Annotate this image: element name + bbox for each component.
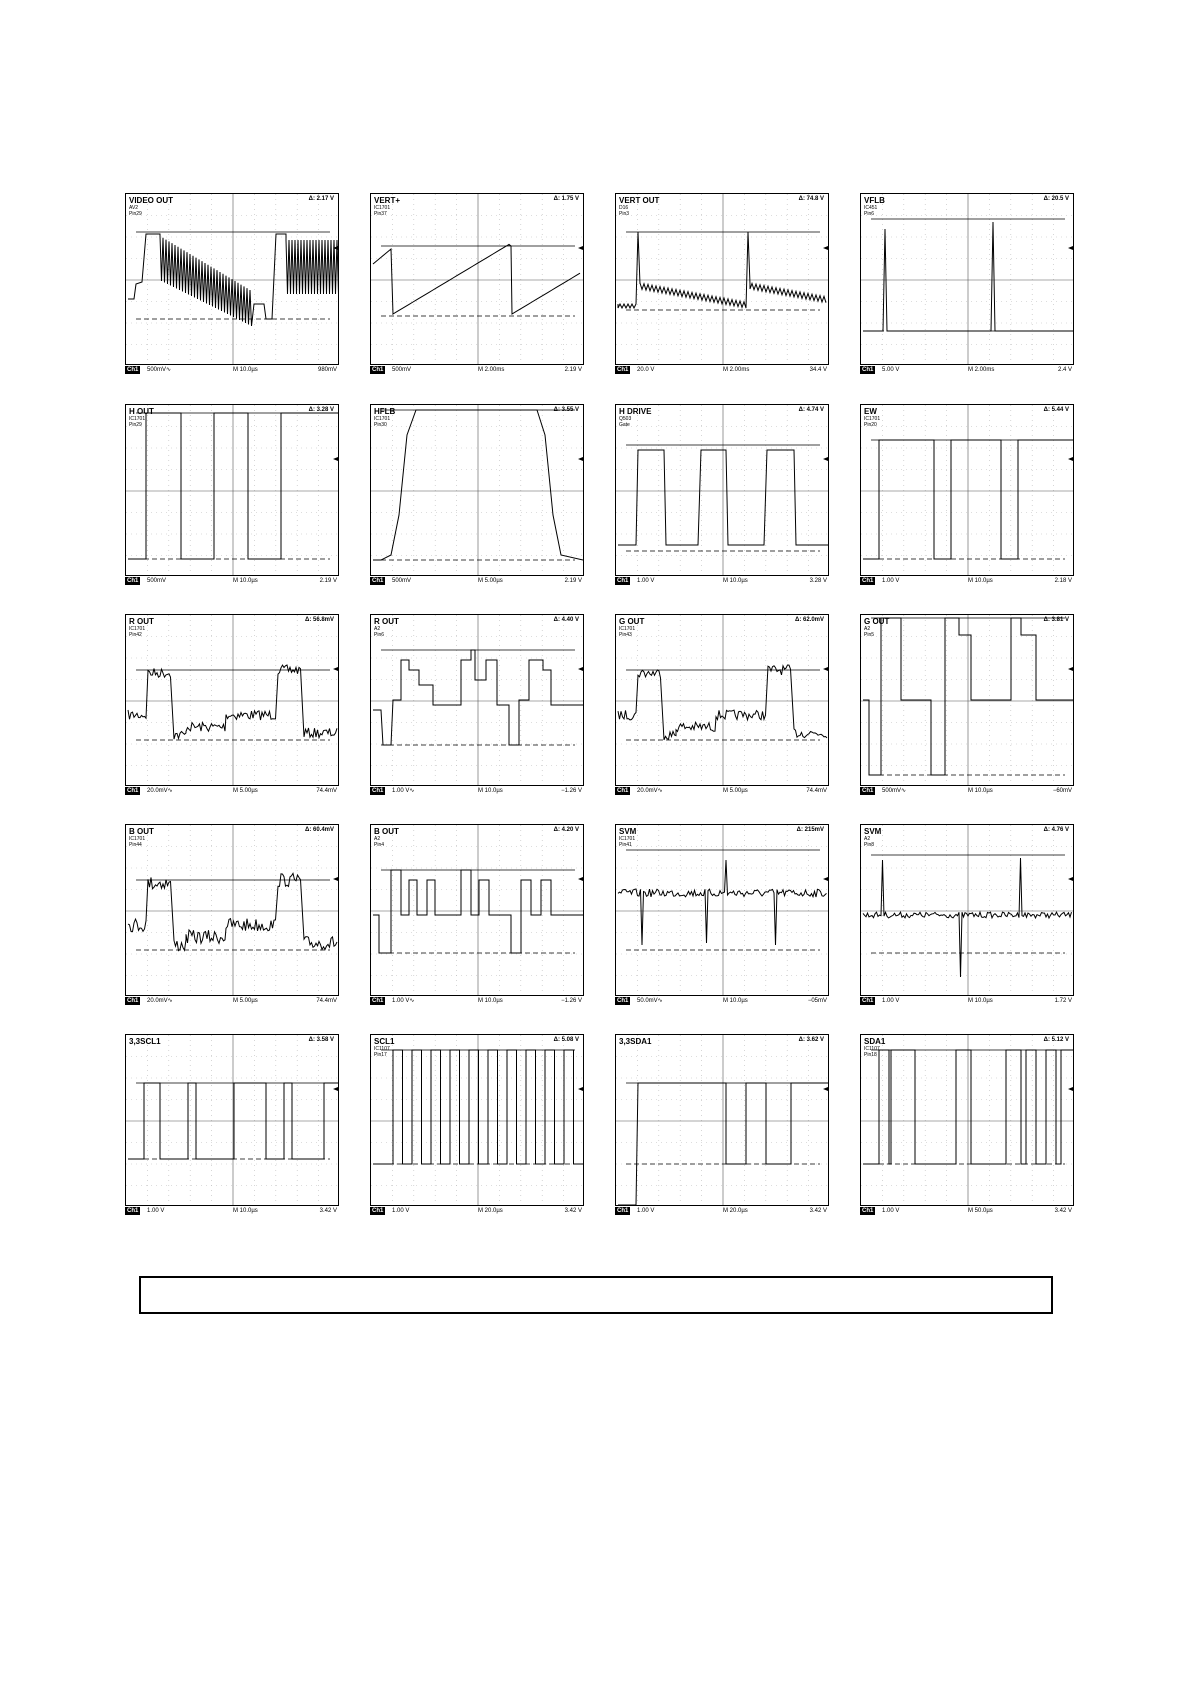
scope-graticule (861, 194, 1074, 365)
scope-graticule (126, 405, 339, 576)
channel-badge: Ch1 (127, 578, 139, 584)
scope-panel (370, 824, 584, 1007)
scope-graticule (861, 825, 1074, 996)
scope-footer (615, 787, 829, 797)
volts-per-div: 500mV (392, 578, 412, 584)
time-per-div: M 5.00µs (233, 788, 258, 794)
scope-graticule (126, 825, 339, 996)
scope-screen (860, 614, 1074, 786)
time-per-div: M 2.00ms (478, 367, 505, 373)
trace-pin: Pin29 (129, 422, 142, 428)
trace-pin: Gate (619, 422, 630, 428)
channel-badge: Ch1 (862, 1208, 874, 1214)
time-per-div: M 10.0µs (233, 578, 258, 584)
scope-screen (860, 1034, 1074, 1206)
volts-per-div: 1.00 V (882, 998, 900, 1004)
channel-badge: Ch1 (127, 998, 139, 1004)
trace-pin: Pin43 (619, 632, 632, 638)
delta-readout: Δ: 3.81 V (1043, 617, 1069, 623)
trace-title: VERT OUT (619, 196, 660, 205)
trigger-level: 74.4mV (316, 998, 337, 1004)
trace-pin: Pin20 (864, 422, 877, 428)
waveform-trace (128, 873, 337, 950)
trace-pin: Pin18 (864, 1052, 877, 1058)
channel-badge: Ch1 (617, 367, 629, 373)
channel-badge: Ch1 (862, 367, 874, 373)
trigger-level: 74.4mV (806, 788, 827, 794)
delta-readout: Δ: 5.08 V (553, 1037, 579, 1043)
scope-graticule (616, 194, 829, 365)
time-per-div: M 10.0µs (233, 1208, 258, 1214)
channel-badge: Ch1 (617, 1208, 629, 1214)
delta-readout: Δ: 3.58 V (308, 1037, 334, 1043)
scope-graticule (616, 615, 829, 786)
delta-readout: Δ: 4.76 V (1043, 827, 1069, 833)
volts-per-div: 50.0mV∿ (637, 998, 663, 1004)
scope-graticule (126, 194, 339, 365)
trigger-arrow-icon (823, 457, 828, 461)
scope-graticule (371, 194, 584, 365)
trace-title: HFLB (374, 407, 396, 416)
waveform-trace (863, 858, 1072, 977)
time-per-div: M 10.0µs (968, 788, 993, 794)
delta-readout: Δ: 62.0mV (795, 617, 824, 623)
trigger-level: 3.28 V (809, 578, 827, 584)
volts-per-div: 500mV∿ (147, 367, 172, 373)
trigger-arrow-icon (1068, 457, 1073, 461)
trace-component: IC1701 (129, 626, 146, 632)
delta-readout: Δ: 4.40 V (553, 617, 579, 623)
scope-footer (370, 997, 584, 1007)
channel-badge: Ch1 (127, 367, 139, 373)
trace-pin: Pin17 (374, 1052, 387, 1058)
scope-footer (370, 577, 584, 587)
trace-title: EW (864, 407, 877, 416)
scope-footer (125, 997, 339, 1007)
time-per-div: M 10.0µs (723, 998, 748, 1004)
scope-panel (370, 193, 584, 376)
trace-title: R OUT (374, 617, 399, 626)
scope-graticule (371, 405, 584, 576)
trace-title: SDA1 (864, 1037, 886, 1046)
trace-component: A2 (374, 836, 381, 842)
trace-component: Q503 (619, 416, 632, 422)
delta-readout: Δ: 3.62 V (798, 1037, 824, 1043)
trigger-level: 3.42 V (564, 1208, 582, 1214)
trace-title: G OUT (864, 617, 890, 626)
trace-title: H DRIVE (619, 407, 652, 416)
trace-title: B OUT (129, 827, 154, 836)
scope-footer (615, 366, 829, 376)
scope-graticule (126, 615, 339, 786)
waveform-trace (128, 665, 337, 739)
scope-footer (615, 997, 829, 1007)
scope-graticule (371, 1035, 584, 1206)
trace-title: B OUT (374, 827, 399, 836)
scope-screen (860, 193, 1074, 365)
scope-panel (370, 614, 584, 797)
trigger-level: −1.26 V (561, 788, 582, 794)
trace-title: VERT+ (374, 196, 401, 205)
trace-component: IC1701 (864, 416, 881, 422)
trace-pin: Pin37 (374, 211, 387, 217)
time-per-div: M 10.0µs (478, 788, 503, 794)
scope-footer (860, 366, 1074, 376)
scope-footer (615, 1207, 829, 1217)
channel-badge: Ch1 (372, 998, 384, 1004)
scope-panel (125, 404, 339, 587)
trigger-level: 3.42 V (809, 1208, 827, 1214)
trigger-arrow-icon (333, 1087, 338, 1091)
trigger-arrow-icon (333, 667, 338, 671)
trace-component: IC1701 (129, 416, 146, 422)
volts-per-div: 20.0 V (637, 367, 655, 373)
trace-title: SVM (619, 827, 637, 836)
delta-readout: Δ: 5.12 V (1043, 1037, 1069, 1043)
scope-screen (615, 193, 829, 365)
time-per-div: M 5.00µs (478, 578, 503, 584)
scope-footer (125, 787, 339, 797)
scope-screen (125, 404, 339, 576)
scope-screen (615, 404, 829, 576)
scope-footer (125, 577, 339, 587)
trigger-level: −05mV (807, 998, 827, 1004)
scope-screen (615, 614, 829, 786)
trace-component: IC1701 (619, 836, 636, 842)
scope-screen (615, 1034, 829, 1206)
scope-panel (615, 824, 829, 1007)
volts-per-div: 20.0mV∿ (637, 788, 663, 794)
time-per-div: M 5.00µs (233, 998, 258, 1004)
trace-component: IC1701 (619, 626, 636, 632)
trace-pin: Pin6 (374, 632, 385, 638)
scope-footer (125, 366, 339, 376)
scope-graticule (126, 1035, 339, 1206)
delta-readout: Δ: 2.17 V (308, 196, 334, 202)
trigger-arrow-icon (823, 246, 828, 250)
caption-box (139, 1276, 1053, 1314)
trigger-level: −60mV (1052, 788, 1072, 794)
delta-readout: Δ: 1.75 V (553, 196, 579, 202)
scope-panel (125, 614, 339, 797)
trigger-level: 74.4mV (316, 788, 337, 794)
trace-component: IC1701 (374, 416, 391, 422)
delta-readout: Δ: 56.8mV (305, 617, 334, 623)
waveform-trace (618, 232, 826, 308)
trigger-arrow-icon (823, 877, 828, 881)
scope-screen (860, 404, 1074, 576)
scope-footer (860, 577, 1074, 587)
scope-graticule (371, 825, 584, 996)
delta-readout: Δ: 3.28 V (308, 407, 334, 413)
scope-footer (370, 787, 584, 797)
trace-pin: Pin5 (864, 632, 875, 638)
channel-badge: Ch1 (617, 998, 629, 1004)
trigger-arrow-icon (333, 457, 338, 461)
volts-per-div: 1.00 V∿ (392, 788, 415, 794)
trace-pin: Pin4 (374, 842, 385, 848)
volts-per-div: 1.00 V (392, 1208, 410, 1214)
trigger-level: 2.19 V (564, 578, 582, 584)
channel-badge: Ch1 (372, 367, 384, 373)
trace-title: VIDEO OUT (129, 196, 174, 205)
volts-per-div: 1.00 V (637, 578, 655, 584)
scope-screen (615, 824, 829, 996)
trigger-arrow-icon (1068, 667, 1073, 671)
trace-pin: Pin29 (129, 211, 142, 217)
scope-panel (615, 193, 829, 376)
trigger-arrow-icon (578, 1087, 583, 1091)
trigger-arrow-icon (578, 877, 583, 881)
time-per-div: M 10.0µs (478, 998, 503, 1004)
trigger-arrow-icon (578, 246, 583, 250)
trace-component: IC1107 (374, 1046, 390, 1052)
trigger-arrow-icon (823, 667, 828, 671)
scope-panel (615, 404, 829, 587)
scope-panel (125, 824, 339, 1007)
scope-screen (370, 614, 584, 786)
trace-title: G OUT (619, 617, 645, 626)
volts-per-div: 1.00 V (147, 1208, 165, 1214)
scope-screen (125, 1034, 339, 1206)
scope-footer (370, 1207, 584, 1217)
delta-readout: Δ: 20.5 V (1043, 196, 1069, 202)
time-per-div: M 2.00ms (968, 367, 995, 373)
trace-pin: Pin42 (129, 632, 142, 638)
scope-screen (370, 404, 584, 576)
scope-panel (860, 193, 1074, 376)
trigger-arrow-icon (333, 877, 338, 881)
trace-component: A2 (864, 836, 871, 842)
trigger-arrow-icon (1068, 1087, 1073, 1091)
trace-pin: Pin6 (864, 211, 875, 217)
trace-title: SVM (864, 827, 882, 836)
scope-screen (860, 824, 1074, 996)
scope-panel (125, 193, 339, 376)
channel-badge: Ch1 (862, 788, 874, 794)
delta-readout: Δ: 4.74 V (798, 407, 824, 413)
channel-badge: Ch1 (617, 788, 629, 794)
trace-title: R OUT (129, 617, 154, 626)
scope-screen (125, 824, 339, 996)
time-per-div: M 10.0µs (968, 578, 993, 584)
time-per-div: M 5.00µs (723, 788, 748, 794)
volts-per-div: 1.00 V (637, 1208, 655, 1214)
scope-panel (370, 404, 584, 587)
scope-graticule (616, 405, 829, 576)
waveform-trace (373, 1050, 583, 1164)
trigger-arrow-icon (823, 1087, 828, 1091)
channel-badge: Ch1 (127, 788, 139, 794)
trigger-level: 3.42 V (319, 1208, 337, 1214)
scope-panel (860, 404, 1074, 587)
time-per-div: M 10.0µs (968, 998, 993, 1004)
trace-title: 3,3SCL1 (129, 1037, 161, 1046)
trigger-arrow-icon (578, 667, 583, 671)
volts-per-div: 20.0mV∿ (147, 788, 173, 794)
scope-graticule (861, 405, 1074, 576)
channel-badge: Ch1 (127, 1208, 139, 1214)
trigger-arrow-icon (1068, 877, 1073, 881)
scope-screen (370, 193, 584, 365)
time-per-div: M 20.0µs (723, 1208, 748, 1214)
trace-component: A2 (374, 626, 381, 632)
volts-per-div: 500mV∿ (882, 788, 907, 794)
volts-per-div: 5.00 V (882, 367, 900, 373)
scope-footer (370, 366, 584, 376)
scope-graticule (861, 1035, 1074, 1206)
trace-pin: Pin8 (864, 842, 875, 848)
scope-footer (860, 1207, 1074, 1217)
volts-per-div: 500mV (392, 367, 412, 373)
trace-pin: Pin30 (374, 422, 387, 428)
volts-per-div: 500mV (147, 578, 167, 584)
scope-footer (125, 1207, 339, 1217)
channel-badge: Ch1 (372, 578, 384, 584)
trigger-level: 34.4 V (809, 367, 827, 373)
trace-title: H OUT (129, 407, 154, 416)
scope-screen (125, 193, 339, 365)
trace-title: SCL1 (374, 1037, 395, 1046)
time-per-div: M 10.0µs (723, 578, 748, 584)
scope-graticule (616, 825, 829, 996)
channel-badge: Ch1 (617, 578, 629, 584)
trigger-level: 2.18 V (1054, 578, 1072, 584)
volts-per-div: 1.00 V∿ (392, 998, 415, 1004)
trace-component: IC451 (864, 205, 878, 211)
scope-graticule (371, 615, 584, 786)
trigger-arrow-icon (578, 457, 583, 461)
delta-readout: Δ: 3.55 V (553, 407, 579, 413)
delta-readout: Δ: 215mV (796, 827, 824, 833)
channel-badge: Ch1 (862, 578, 874, 584)
trace-component: A2 (864, 626, 871, 632)
trace-component: IC1107 (864, 1046, 880, 1052)
time-per-div: M 50.0µs (968, 1208, 993, 1214)
time-per-div: M 20.0µs (478, 1208, 503, 1214)
delta-readout: Δ: 74.8 V (798, 196, 824, 202)
trigger-level: 2.19 V (564, 367, 582, 373)
volts-per-div: 1.00 V (882, 1208, 900, 1214)
waveform-trace (373, 244, 580, 314)
trigger-level: 980mV (317, 367, 337, 373)
scope-screen (370, 1034, 584, 1206)
scope-panel (125, 1034, 339, 1217)
trace-title: 3,3SDA1 (619, 1037, 652, 1046)
waveform-trace (618, 860, 827, 945)
scope-footer (615, 577, 829, 587)
scope-footer (860, 997, 1074, 1007)
trace-pin: Pin44 (129, 842, 142, 848)
scope-panel (860, 1034, 1074, 1217)
time-per-div: M 2.00ms (723, 367, 750, 373)
trace-pin: Pin3 (619, 211, 630, 217)
trigger-level: 2.19 V (319, 578, 337, 584)
time-per-div: M 10.0µs (233, 367, 258, 373)
scope-graticule (861, 615, 1074, 786)
channel-badge: Ch1 (372, 788, 384, 794)
scope-panel (615, 1034, 829, 1217)
scope-footer (860, 787, 1074, 797)
scope-panel (370, 1034, 584, 1217)
trigger-level: −1.26 V (561, 998, 582, 1004)
waveform-trace (618, 665, 827, 740)
delta-readout: Δ: 4.20 V (553, 827, 579, 833)
scope-graticule (616, 1035, 829, 1206)
scope-screen (370, 824, 584, 996)
channel-badge: Ch1 (372, 1208, 384, 1214)
trigger-level: 3.42 V (1054, 1208, 1072, 1214)
scope-panel (615, 614, 829, 797)
trigger-level: 2.4 V (1057, 367, 1072, 373)
volts-per-div: 1.00 V (882, 578, 900, 584)
trigger-level: 1.72 V (1054, 998, 1072, 1004)
channel-badge: Ch1 (862, 998, 874, 1004)
trace-component: D16 (619, 205, 629, 211)
scope-panel (860, 614, 1074, 797)
trace-component: AV2 (129, 205, 139, 211)
trace-component: IC1701 (129, 836, 146, 842)
volts-per-div: 20.0mV∿ (147, 998, 173, 1004)
scope-panel (860, 824, 1074, 1007)
trace-pin: Pin41 (619, 842, 632, 848)
trace-title: VFLB (864, 196, 885, 205)
trigger-arrow-icon (1068, 246, 1073, 250)
scope-screen (125, 614, 339, 786)
trace-component: IC1701 (374, 205, 391, 211)
delta-readout: Δ: 60.4mV (305, 827, 334, 833)
delta-readout: Δ: 5.44 V (1043, 407, 1069, 413)
